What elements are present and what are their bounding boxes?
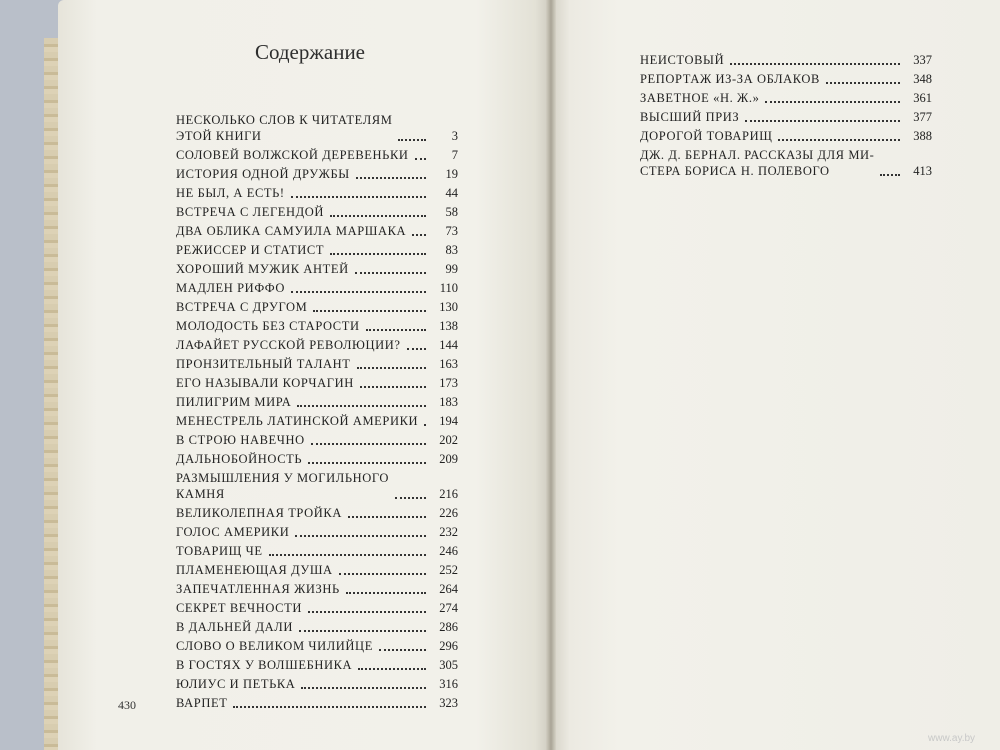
toc-entry	[176, 112, 458, 144]
toc-entry-title: ПИЛИГРИМ МИРА	[176, 395, 292, 409]
toc-entry-page: 3	[451, 129, 458, 143]
toc-entry-title: СЕКРЕТ ВЕЧНОСТИ	[176, 601, 302, 615]
toc-entry-title: СЛОВО О ВЕЛИКОМ ЧИЛИЙЦЕ	[176, 639, 373, 653]
toc-entry-page: 209	[439, 452, 458, 466]
toc-entry	[176, 695, 458, 711]
toc-entry-page: 296	[439, 639, 458, 653]
book-gutter	[546, 0, 556, 750]
toc-leader-dots	[355, 271, 426, 274]
toc-entry-page: 305	[439, 658, 458, 672]
toc-entry-page: 138	[439, 319, 458, 333]
toc-entry	[176, 318, 458, 334]
toc-leader-dots	[826, 81, 900, 84]
toc-leader-dots	[308, 461, 426, 464]
toc-entry	[176, 185, 458, 201]
toc-entry-title: СОЛОВЕЙ ВОЛЖСКОЙ ДЕРЕВЕНЬКИ	[176, 148, 409, 162]
toc-leader-dots	[330, 214, 426, 217]
toc-entry-title: ВЕЛИКОЛЕПНАЯ ТРОЙКА	[176, 506, 342, 520]
toc-leader-dots	[398, 138, 426, 141]
toc-entry	[176, 147, 458, 163]
toc-leader-dots	[395, 496, 426, 499]
toc-entry-title: ХОРОШИЙ МУЖИК АНТЕЙ	[176, 262, 349, 276]
toc-entry	[176, 619, 458, 635]
watermark: www.ay.by	[928, 733, 976, 744]
toc-entry-title: ЕГО НАЗЫВАЛИ КОРЧАГИН	[176, 376, 354, 390]
toc-entry-page: 377	[913, 110, 932, 124]
toc-leader-dots	[348, 515, 426, 518]
toc-entry	[176, 337, 458, 353]
toc-entry	[176, 204, 458, 220]
toc-entry-page: 202	[439, 433, 458, 447]
toc-entry-title: ИСТОРИЯ ОДНОЙ ДРУЖБЫ	[176, 167, 350, 181]
toc-entry-title: ВСТРЕЧА С ЛЕГЕНДОЙ	[176, 205, 325, 219]
toc-entry-page: 194	[439, 414, 458, 428]
toc-entry-title: МОЛОДОСТЬ БЕЗ СТАРОСТИ	[176, 319, 360, 333]
toc-entry-page: 286	[439, 620, 458, 634]
toc-entry-page: 144	[439, 338, 458, 352]
toc-entry-page: 7	[451, 148, 458, 162]
toc-leader-dots	[291, 195, 426, 198]
toc-entry-title: ПРОНЗИТЕЛЬНЫЙ ТАЛАНТ	[176, 357, 351, 371]
toc-entry-title: ДВА ОБЛИКА САМУИЛА МАРШАКА	[176, 224, 407, 238]
toc-leader-dots	[291, 290, 426, 293]
toc-entry-page: 19	[445, 167, 458, 181]
toc-entry-title: В СТРОЮ НАВЕЧНО	[176, 433, 305, 447]
toc-entry-title: МЕНЕСТРЕЛЬ ЛАТИНСКОЙ АМЕРИКИ	[176, 414, 419, 428]
toc-entry	[176, 166, 458, 182]
toc-entry	[176, 657, 458, 673]
toc-entry-page: 413	[913, 164, 932, 178]
toc-entry-title: ДЖ. Д. БЕРНАЛ. РАССКАЗЫ ДЛЯ МИ- СТЕРА БОРИСА Н. ПОЛЕВОГО	[640, 148, 875, 178]
toc-entry-title: РЕПОРТАЖ ИЗ-ЗА ОБЛАКОВ	[640, 72, 820, 86]
toc-entry-title: ЛАФАЙЕТ РУССКОЙ РЕВОЛЮЦИИ?	[176, 338, 401, 352]
toc-entry-page: 183	[439, 395, 458, 409]
toc-entry-title: ВАРПЕТ	[176, 696, 228, 710]
toc-entry-title: ВСТРЕЧА С ДРУГОМ	[176, 300, 308, 314]
toc-entry-page: 388	[913, 129, 932, 143]
toc-entry-title: ДОРОГОЙ ТОВАРИЩ	[640, 129, 773, 143]
toc-leader-dots	[356, 176, 426, 179]
toc-entry-page: 337	[913, 53, 932, 67]
toc-entry-page: 163	[439, 357, 458, 371]
toc-entry	[640, 128, 932, 144]
toc-entry	[176, 505, 458, 521]
toc-leader-dots	[778, 138, 900, 141]
toc-leader-dots	[745, 119, 900, 122]
toc-entry-page: 323	[439, 696, 458, 710]
toc-entry-title: ТОВАРИЩ ЧЕ	[176, 544, 263, 558]
page-title: Содержание	[254, 40, 366, 64]
toc-left-list	[176, 112, 458, 714]
toc-leader-dots	[412, 233, 426, 236]
toc-entry-page: 110	[439, 281, 458, 295]
toc-leader-dots	[379, 648, 426, 651]
toc-entry	[176, 676, 458, 692]
toc-entry-title: ДАЛЬНОБОЙНОСТЬ	[176, 452, 303, 466]
toc-entry-page: 99	[445, 262, 458, 276]
toc-entry	[176, 223, 458, 239]
toc-leader-dots	[339, 572, 426, 575]
toc-entry-title: В ДАЛЬНЕЙ ДАЛИ	[176, 620, 293, 634]
toc-entry	[640, 52, 932, 68]
toc-entry-title: НЕСКОЛЬКО СЛОВ К ЧИТАТЕЛЯМ ЭТОЙ КНИГИ	[176, 113, 393, 143]
toc-entry	[176, 600, 458, 616]
toc-leader-dots	[424, 423, 426, 426]
toc-entry	[176, 432, 458, 448]
toc-entry	[176, 299, 458, 315]
toc-leader-dots	[360, 385, 426, 388]
toc-leader-dots	[313, 309, 426, 312]
toc-entry-title: МАДЛЕН РИФФО	[176, 281, 286, 295]
toc-leader-dots	[311, 442, 426, 445]
toc-entry	[176, 375, 458, 391]
toc-entry-title: ПЛАМЕНЕЮЩАЯ ДУША	[176, 563, 333, 577]
toc-leader-dots	[358, 667, 426, 670]
toc-leader-dots	[407, 347, 426, 350]
toc-entry-page: 173	[439, 376, 458, 390]
toc-entry-page: 73	[445, 224, 458, 238]
toc-entry-page: 130	[439, 300, 458, 314]
toc-entry-page: 316	[439, 677, 458, 691]
toc-entry	[176, 470, 458, 502]
page-number: 430	[118, 698, 136, 712]
book-spine-edge	[44, 38, 58, 750]
toc-entry	[176, 413, 458, 429]
toc-entry-title: РАЗМЫШЛЕНИЯ У МОГИЛЬНОГО КАМНЯ	[176, 471, 390, 501]
toc-entry	[640, 109, 932, 125]
toc-entry-title: НЕ БЫЛ, А ЕСТЬ!	[176, 186, 285, 200]
toc-leader-dots	[765, 100, 900, 103]
toc-entry-title: РЕЖИССЕР И СТАТИСТ	[176, 243, 325, 257]
toc-leader-dots	[330, 252, 426, 255]
toc-entry-title: ЗАПЕЧАТЛЕННАЯ ЖИЗНЬ	[176, 582, 340, 596]
toc-entry	[176, 581, 458, 597]
toc-entry-page: 216	[439, 487, 458, 501]
toc-entry	[176, 524, 458, 540]
toc-leader-dots	[301, 686, 426, 689]
toc-leader-dots	[299, 629, 426, 632]
toc-entry	[176, 280, 458, 296]
toc-leader-dots	[297, 404, 426, 407]
toc-entry-title: В ГОСТЯХ У ВОЛШЕБНИКА	[176, 658, 353, 672]
toc-leader-dots	[730, 62, 900, 65]
toc-leader-dots	[357, 366, 426, 369]
toc-entry-title: ЮЛИУС И ПЕТЬКА	[176, 677, 296, 691]
toc-entry-title: ВЫСШИЙ ПРИЗ	[640, 110, 740, 124]
toc-right-list	[640, 52, 932, 182]
toc-leader-dots	[346, 591, 426, 594]
toc-entry	[176, 451, 458, 467]
toc-entry-page: 264	[439, 582, 458, 596]
toc-entry	[176, 543, 458, 559]
toc-entry-page: 232	[439, 525, 458, 539]
toc-entry	[176, 394, 458, 410]
toc-entry-title: НЕИСТОВЫЙ	[640, 53, 725, 67]
toc-leader-dots	[308, 610, 426, 613]
toc-entry	[176, 242, 458, 258]
toc-entry-page: 274	[439, 601, 458, 615]
toc-entry	[176, 638, 458, 654]
toc-entry-title: ГОЛОС АМЕРИКИ	[176, 525, 290, 539]
toc-entry-page: 246	[439, 544, 458, 558]
toc-entry	[176, 356, 458, 372]
toc-leader-dots	[295, 534, 426, 537]
toc-leader-dots	[233, 705, 426, 708]
toc-entry	[640, 71, 932, 87]
toc-entry-page: 226	[439, 506, 458, 520]
toc-leader-dots	[366, 328, 426, 331]
toc-entry	[640, 90, 932, 106]
toc-entry-page: 252	[439, 563, 458, 577]
toc-entry-page: 348	[913, 72, 932, 86]
toc-entry	[640, 147, 932, 179]
toc-entry-page: 83	[445, 243, 458, 257]
toc-entry	[176, 562, 458, 578]
toc-entry-page: 58	[445, 205, 458, 219]
toc-leader-dots	[269, 553, 426, 556]
toc-leader-dots	[880, 173, 900, 176]
toc-entry-page: 44	[445, 186, 458, 200]
toc-entry-title: ЗАВЕТНОЕ «Н. Ж.»	[640, 91, 760, 105]
toc-entry-page: 361	[913, 91, 932, 105]
toc-entry	[176, 261, 458, 277]
toc-leader-dots	[415, 157, 426, 160]
